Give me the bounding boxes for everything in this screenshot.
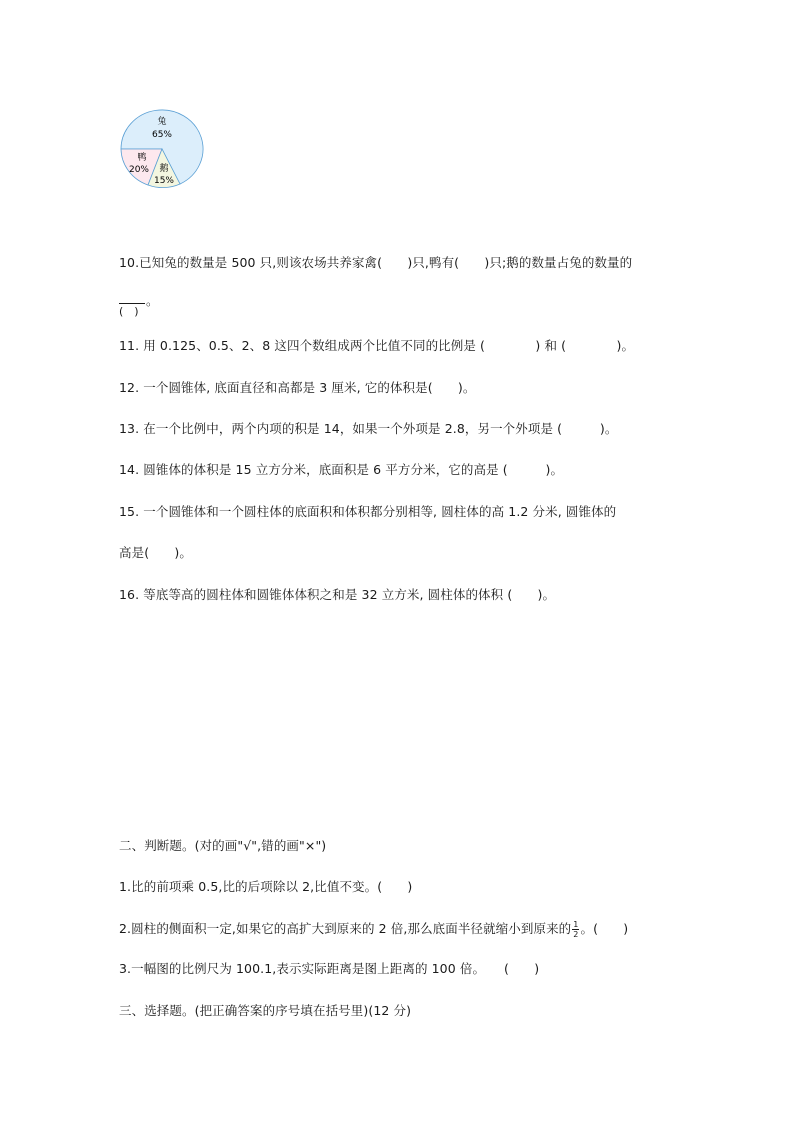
question-13: 13. 在一个比例中，两个内项的积是 14，如果一个外项是 2.8，另一个外项是 ( )。 (119, 421, 618, 436)
fraction-one-half: $\frac{1}{2}$ (573, 920, 579, 939)
judge-item-2 (119, 920, 628, 939)
pie-label-rabbit: 兔 (157, 117, 167, 127)
judge-item-3: 3.一幅图的比例尺为 100.1,表示实际距离是图上距离的 100 倍。 ( ) (119, 961, 540, 976)
section-2-heading: 二、判断题。(对的画"√",错的画"×") (119, 838, 327, 853)
judge-item-1: 1.比的前项乘 0.5,比的后项除以 2,比值不变。( ) (119, 879, 413, 894)
judge-item-2-text: 2.圆柱的侧面积一定,如果它的高扩大到原来的 2 倍,那么底面半径就缩小到原来的 (119, 921, 572, 936)
pie-value-duck: 20% (128, 165, 150, 175)
question-14: 14. 圆锥体的体积是 15 立方分米，底面积是 6 平方分米，它的高是 ( )。 (119, 462, 564, 477)
fraction-numerator-blank (119, 293, 145, 304)
question-15-line2: 高是( )。 (119, 545, 192, 560)
pie-label-duck: 鸭 (137, 153, 147, 163)
question-10-end: 。 (146, 293, 159, 308)
question-11: 11. 用 0.125、0.5、2、8 这四个数组成两个比值不同的比例是 ( ) 和 ( )。 (119, 338, 635, 353)
judge-item-2-blank: 。( ) (580, 921, 629, 936)
question-10: 10.已知兔的数量是 500 只,则该农场共养家禽( )只,鸭有( )只;鹅的数量占兔的数量的 (119, 255, 633, 270)
question-12: 12. 一个圆锥体, 底面直径和高都是 3 厘米, 它的体积是( )。 (119, 380, 476, 395)
question-16: 16. 等底等高的圆柱体和圆锥体体积之和是 32 立方米, 圆柱体的体积 ( )。 (119, 587, 556, 602)
question-15-line1: 15. 一个圆锥体和一个圆柱体的底面积和体积都分别相等, 圆柱体的高 1.2 分米, 圆锥体的 (119, 504, 617, 519)
section-3-heading: 三、选择题。(把正确答案的序号填在括号里)(12 分) (119, 1003, 412, 1018)
question-10-fraction-blank (119, 293, 145, 317)
pie-chart (118, 109, 206, 193)
pie-value-rabbit: 65% (151, 130, 173, 140)
pie-value-goose: 15% (153, 176, 175, 186)
pie-label-goose: 鹅 (159, 164, 169, 174)
fraction-denominator-blank: ( ) (119, 305, 139, 318)
